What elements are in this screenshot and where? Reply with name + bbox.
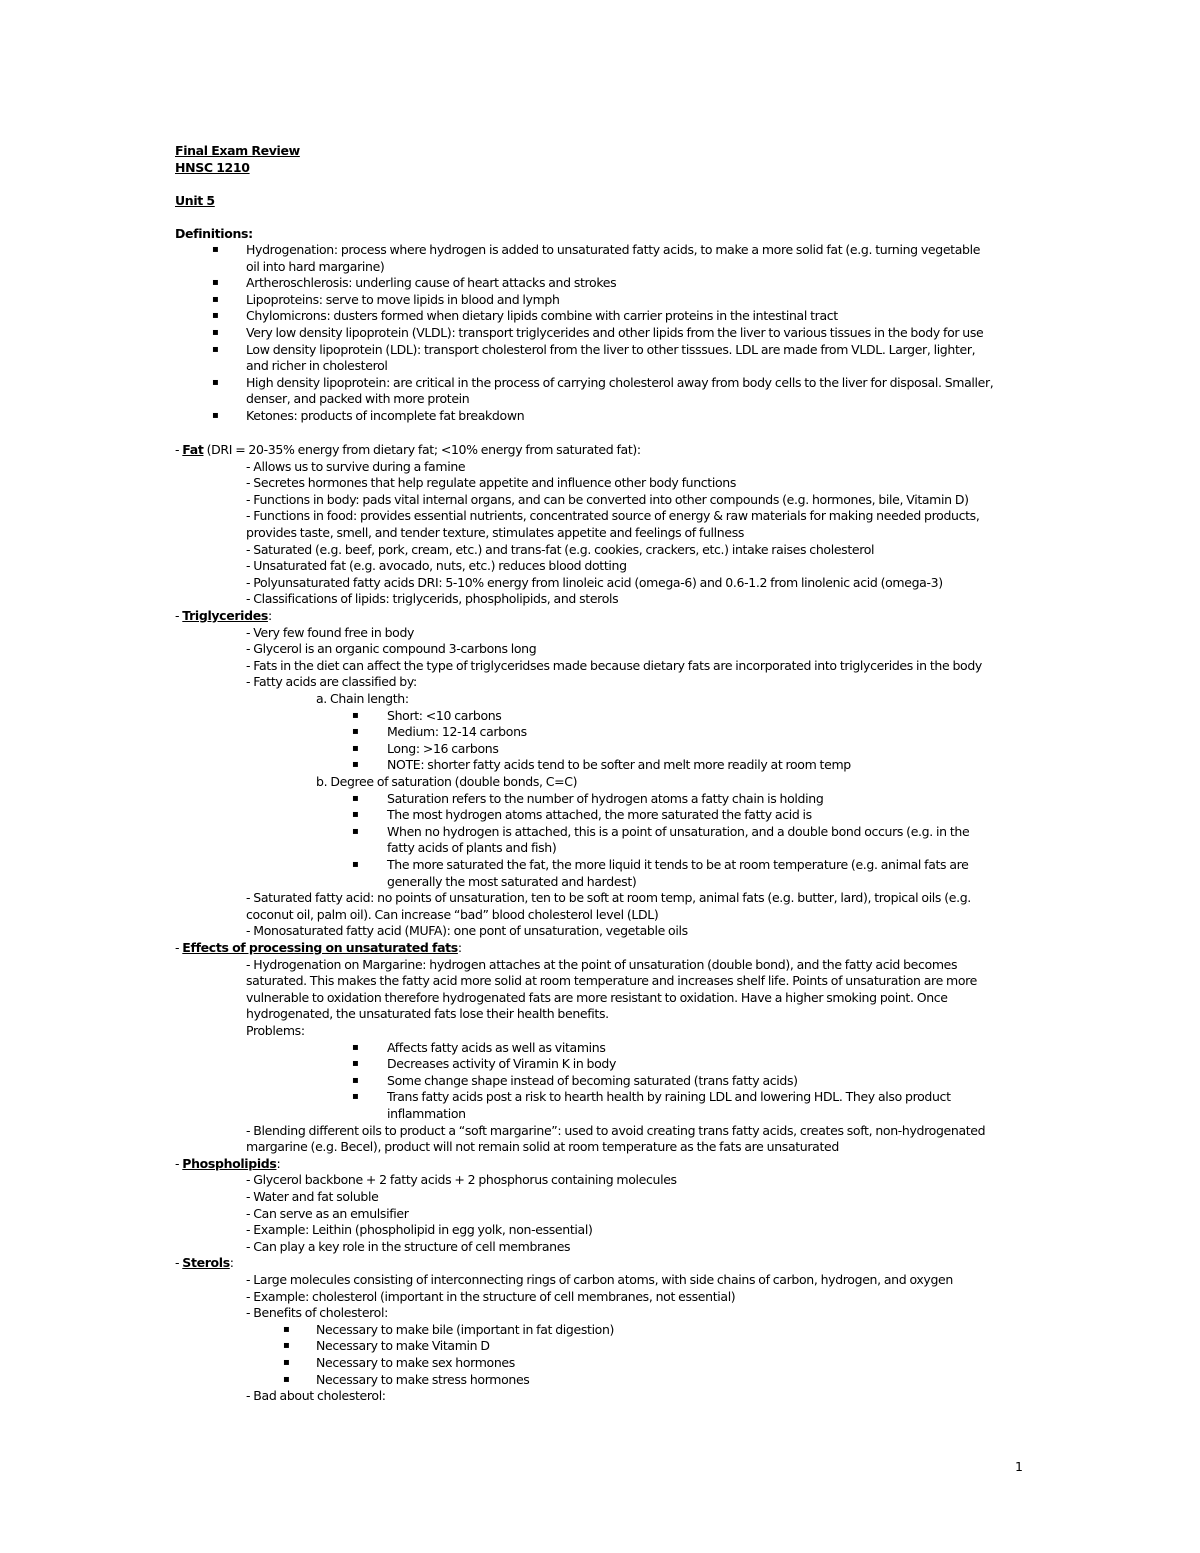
saturation-item: generally the most saturated and hardest) [387,873,637,889]
fat-point: - Functions in body: pads vital internal organs, and can be converted into other compounds (e.g. hormones, bile, Vitamin D) [246,491,969,507]
definition-item: Very low density lipoprotein (VLDL): transport triglycerides and other lipids from the liver to various tissues in the body for use [246,325,984,340]
cholesterol-benefit: Necessary to make stress hormones [316,1371,530,1387]
heading-prefix: - [175,1255,183,1271]
triglyceride-point: - Fats in the diet can affect the type of triglyceridses made because dietary fats are incorporated into triglycerides in the body [246,657,982,673]
bullet-marker: ▪ [352,742,359,754]
problem-item: inflammation [387,1106,466,1121]
fat-point: - Unsaturated fat (e.g. avocado, nuts, etc.) reduces blood dotting [246,558,627,574]
bullet-marker: ▪ [212,343,219,355]
saturation-item: The more saturated the fat, the more liquid it tends to be at room temperature (e.g. animal fats are [387,857,969,872]
heading-rest: (DRI = 20-35% energy from dietary fat; <10% energy from saturated fat): [203,442,641,457]
bullet-marker: ▪ [352,809,359,821]
bullet-marker: ▪ [212,244,219,255]
triglyceride-point: - Fatty acids are classified by: [246,674,417,690]
definitions-heading: Definitions: [175,226,253,241]
heading-label: Triglycerides [182,608,268,623]
fatty-acid-point: - Saturated fatty acid: no points of unsaturation, ten to be soft at room temp, animal fats (e.g. butter, lard), tropical oils (e.g. [246,890,971,906]
course-code: HNSC 1210 [175,160,250,175]
fat-point: provides taste, smell, and tender texture, stimulates appetite and feelings of fullness [246,525,745,540]
problem-item: Trans fatty acids post a risk to hearth health by raining LDL and lowering HDL. They also product [387,1089,951,1105]
heading-colon: : [229,1255,234,1271]
heading-colon: : [457,940,462,955]
fat-point: - Allows us to survive during a famine [246,458,466,474]
triglycerides-heading [175,607,272,624]
fat-point: - Polyunsaturated fatty acids DRI: 5-10% energy from linoleic acid (omega-6) and 0.6-1.2 from linolenic acid (omega-3) [246,574,943,590]
fat-point: - Secretes hormones that help regulate appetite and influence other body functions [246,475,737,491]
cholesterol-benefit: Necessary to make sex hormones [316,1355,515,1370]
definition-item: High density lipoprotein: are critical in the process of carrying cholesterol away from body cells to the liver for disposal. Smaller, [246,374,994,390]
bullet-marker: ▪ [283,1323,290,1335]
bullet-marker: ▪ [352,1041,359,1053]
fatty-acid-point: - Monosaturated fatty acid (MUFA): one pont of unsaturation, vegetable oils [246,923,688,939]
processing-point: - Hydrogenation on Margarine: hydrogen attaches at the point of unsaturation (double bond), and the fatty acid becomes [246,956,958,972]
definition-item: Lipoproteins: serve to move lipids in blood and lymph [246,291,560,307]
phospholipid-point: - Can serve as an emulsifier [246,1205,409,1221]
cholesterol-benefit: Necessary to make bile (important in fat digestion) [316,1321,615,1337]
sterol-point: - Large molecules consisting of interconnecting rings of carbon atoms, with side chains of carbon, hydrogen, and oxygen [246,1272,953,1287]
bullet-marker: ▪ [212,277,219,289]
bullet-marker: ▪ [283,1373,290,1385]
bullet-marker: ▪ [212,293,219,305]
blending-point: margarine (e.g. Becel), product will not remain solid at room temperature as the fats are unsaturated [246,1139,839,1155]
processing-point: saturated. This makes the fatty acid more solid at room temperature and increases shelf life. Points of unsaturation are more [246,973,978,989]
bullet-marker: ▪ [352,1058,359,1070]
heading-label: Sterols [182,1255,230,1271]
sterol-point: - Example: cholesterol (important in the structure of cell membranes, not essential) [246,1288,736,1304]
processing-heading [175,939,462,956]
definition-item: and richer in cholesterol [246,358,388,374]
bullet-marker: ▪ [212,410,219,421]
doc-title: Final Exam Review [175,143,300,158]
chain-length-item: NOTE: shorter fatty acids tend to be softer and melt more readily at room temp [387,757,851,773]
processing-point: hydrogenated, the unsaturated fats lose their health benefits. [246,1006,609,1022]
heading-colon: : [276,1155,281,1171]
definition-item: Low density lipoprotein (LDL): transport cholesterol from the liver to other tisssues. LDL are made from VLDL. Larger, lighter, [246,341,976,357]
definition-item: Ketones: products of incomplete fat breakdown [246,408,525,423]
phospholipid-point: - Example: Leithin (phospholipid in egg yolk, non-essential) [246,1222,593,1238]
fat-point: - Functions in food: provides essential nutrients, concentrated source of energy & raw materials for making needed products, [246,508,980,524]
processing-point: vulnerable to oxidation therefore hydrogenated fats are more resistant to oxidation. Have a higher smoking point. Once [246,989,948,1005]
bullet-marker: ▪ [212,327,219,338]
problem-item: Some change shape instead of becoming saturated (trans fatty acids) [387,1072,798,1088]
bullet-marker: ▪ [352,759,359,771]
heading-prefix: - [175,442,183,457]
unit-heading: Unit 5 [175,193,215,208]
triglyceride-point: - Very few found free in body [246,624,415,640]
page-number: 1 [1015,1459,1023,1474]
bullet-marker: ▪ [352,1074,359,1086]
heading-label: Fat [182,442,204,457]
heading-label: Phospholipids [182,1155,277,1171]
processing-point: Problems: [246,1023,305,1038]
bullet-marker: ▪ [283,1340,290,1352]
fatty-acid-point: coconut oil, palm oil). Can increase “bad” blood cholesterol level (LDL) [246,906,659,922]
triglyceride-point: - Glycerol is an organic compound 3-carbons long [246,641,537,657]
bullet-marker: ▪ [212,376,219,388]
sterol-point: - Benefits of cholesterol: [246,1305,388,1321]
cholesterol-benefit: Necessary to make Vitamin D [316,1338,490,1354]
phospholipids-heading [175,1155,280,1172]
phospholipid-point: - Glycerol backbone + 2 fatty acids + 2 phosphorus containing molecules [246,1172,677,1188]
bullet-marker: ▪ [283,1357,290,1368]
definition-item: Chylomicrons: dusters formed when dietary lipids combine with carrier proteins in the intestinal tract [246,308,838,324]
heading-prefix: - [175,1155,183,1171]
blending-point: - Blending different oils to product a “soft margarine”: used to avoid creating trans fatty acids, creates soft, non-hydrogenated [246,1122,986,1138]
saturation-item: Saturation refers to the number of hydrogen atoms a fatty chain is holding [387,790,824,806]
phospholipid-point: - Can play a key role in the structure of cell membranes [246,1238,571,1254]
chain-length-label: a. Chain length: [316,691,409,706]
problem-item: Decreases activity of Viramin K in body [387,1056,617,1072]
saturation-item: When no hydrogen is attached, this is a point of unsaturation, and a double bond occurs (e.g. in the [387,823,970,839]
heading-label: Effects of processing on unsaturated fats [182,940,458,955]
definition-item: oil into hard margarine) [246,258,385,274]
fat-heading [175,441,641,458]
definition-item: Hydrogenation: process where hydrogen is added to unsaturated fatty acids, to make a more solid fat (e.g. turning vegetable [246,242,981,257]
bullet-marker: ▪ [352,825,359,837]
bullet-marker: ▪ [212,310,219,322]
bad-cholesterol-label: - Bad about cholesterol: [246,1388,386,1404]
chain-length-item: Short: <10 carbons [387,707,502,723]
definition-item: Artheroschlerosis: underling cause of heart attacks and strokes [246,275,617,291]
heading-prefix: - [175,608,183,623]
heading-prefix: - [175,940,183,955]
chain-length-item: Medium: 12-14 carbons [387,724,527,740]
fat-point: - Classifications of lipids: triglycerids, phospholipids, and sterols [246,591,619,607]
heading-colon: : [267,608,272,623]
saturation-item: fatty acids of plants and fish) [387,840,557,856]
saturation-label: b. Degree of saturation (double bonds, C=C) [316,774,578,789]
sterols-heading [175,1254,234,1271]
definition-item: denser, and packed with more protein [246,391,470,407]
bullet-marker: ▪ [352,1091,359,1103]
saturation-item: The most hydrogen atoms attached, the more saturated the fatty acid is [387,807,812,823]
fat-point: - Saturated (e.g. beef, pork, cream, etc.) and trans-fat (e.g. cookies, crackers, etc.) intake raises cholesterol [246,541,875,557]
problem-item: Affects fatty acids as well as vitamins [387,1039,606,1055]
phospholipid-point: - Water and fat soluble [246,1189,379,1204]
bullet-marker: ▪ [352,792,359,804]
bullet-marker: ▪ [352,709,359,721]
bullet-marker: ▪ [352,726,359,738]
chain-length-item: Long: >16 carbons [387,740,499,756]
bullet-marker: ▪ [352,859,359,870]
